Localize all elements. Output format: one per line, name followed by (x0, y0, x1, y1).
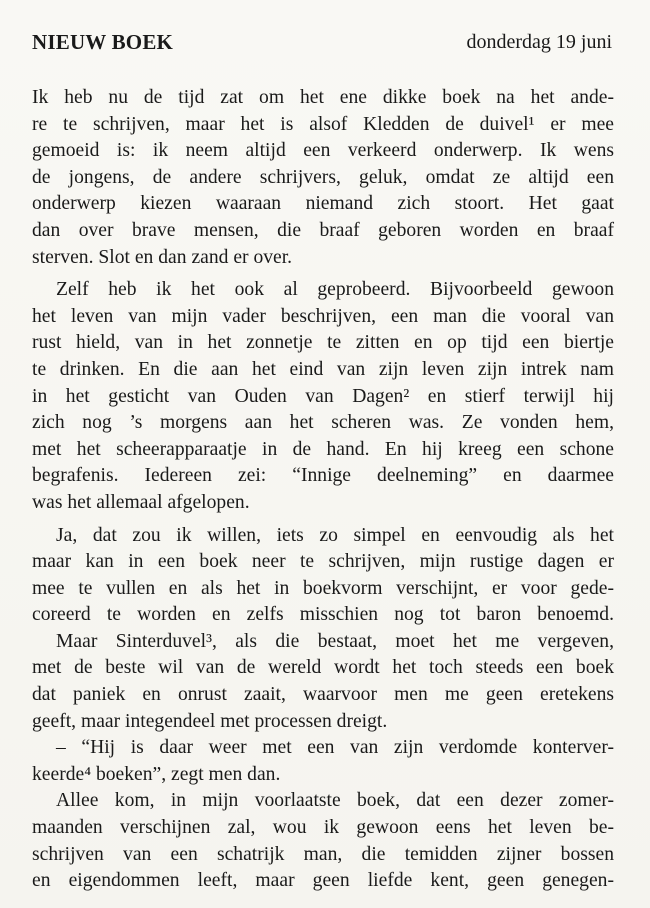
text-line: zich nog ’s morgens aan het scheren was. Ze vonden hem, (32, 412, 614, 434)
paragraph (32, 277, 614, 516)
text-line: het leven van mijn vader beschrijven, een man die vooral van (32, 305, 614, 327)
text-line: coreerd te worden en zelfs misschien nog tot baron benoemd. (32, 604, 614, 626)
text-line: in het gesticht van Ouden van Dagen² en stierf terwijl hij (32, 385, 614, 407)
text-line: maar kan in een boek neer te schrijven, mijn rustige dagen er (32, 551, 614, 573)
paragraph (32, 788, 614, 894)
text-line: keerde⁴ boeken”, zegt men dan. (32, 763, 281, 785)
paragraph (32, 629, 614, 735)
page-header (32, 30, 612, 60)
text-line: te drinken. En die aan het eind van zijn leven zijn intrek nam (32, 358, 614, 380)
entry-date: donderdag 19 juni (466, 31, 612, 53)
text-line: schrijven van een schatrijk man, die temidden zijner bossen (32, 843, 614, 865)
text-line: re te schrijven, maar het is alsof Kledden de duivel¹ er mee (32, 113, 614, 135)
text-line: rust hield, van in het zonnetje te zitten en op tijd een biertje (32, 332, 614, 354)
chapter-title: NIEUW BOEK (32, 30, 174, 54)
text-line: dan over brave mensen, die braaf geboren worden en braaf (32, 219, 614, 241)
text-line: Ik heb nu de tijd zat om het ene dikke boek na het ande- (32, 87, 614, 108)
paragraph (32, 735, 614, 788)
body-text (32, 85, 614, 895)
text-line: begrafenis. Iedereen zei: “Innige deelneming” en daarmee (32, 465, 614, 487)
text-line: dat paniek en onrust zaait, waarvoor men me geen eretekens (32, 684, 614, 706)
text-line: gemoeid is: ik neem altijd een verkeerd onderwerp. Ik wens (32, 140, 614, 162)
text-line: geeft, maar integendeel met processen dreigt. (32, 710, 388, 732)
text-line: Maar Sinterduvel³, als die bestaat, moet het me vergeven, (56, 630, 614, 652)
text-line: sterven. Slot en dan zand er over. (32, 246, 293, 268)
text-line: maanden verschijnen zal, wou ik gewoon eens het leven be- (32, 817, 614, 839)
text-line: en eigendommen leeft, maar geen liefde kent, geen genegen- (32, 870, 614, 892)
text-line: Ja, dat zou ik willen, iets zo simpel en eenvoudig als het (56, 524, 614, 546)
text-line: met het scheerapparaatje in de hand. En hij kreeg een schone (32, 438, 614, 460)
text-line: met de beste wil van de wereld wordt het toch steeds een boek (32, 657, 614, 679)
text-line: was het allemaal afgelopen. (32, 491, 250, 513)
text-line: Zelf heb ik het ook al geprobeerd. Bijvoorbeeld gewoon (56, 279, 614, 301)
text-line: Allee kom, in mijn voorlaatste boek, dat een dezer zomer- (56, 790, 614, 812)
text-line: onderwerp kiezen waaraan niemand zich stoort. Het gaat (32, 193, 614, 215)
text-line: mee te vullen en als het in boekvorm verschijnt, er voor gede- (32, 577, 614, 599)
paragraph (32, 523, 614, 629)
text-line: – “Hij is daar weer met een van zijn verdomde konterver- (56, 737, 614, 759)
text-line: de jongens, de andere schrijvers, geluk, omdat ze altijd een (32, 166, 614, 188)
paragraph (32, 85, 614, 271)
